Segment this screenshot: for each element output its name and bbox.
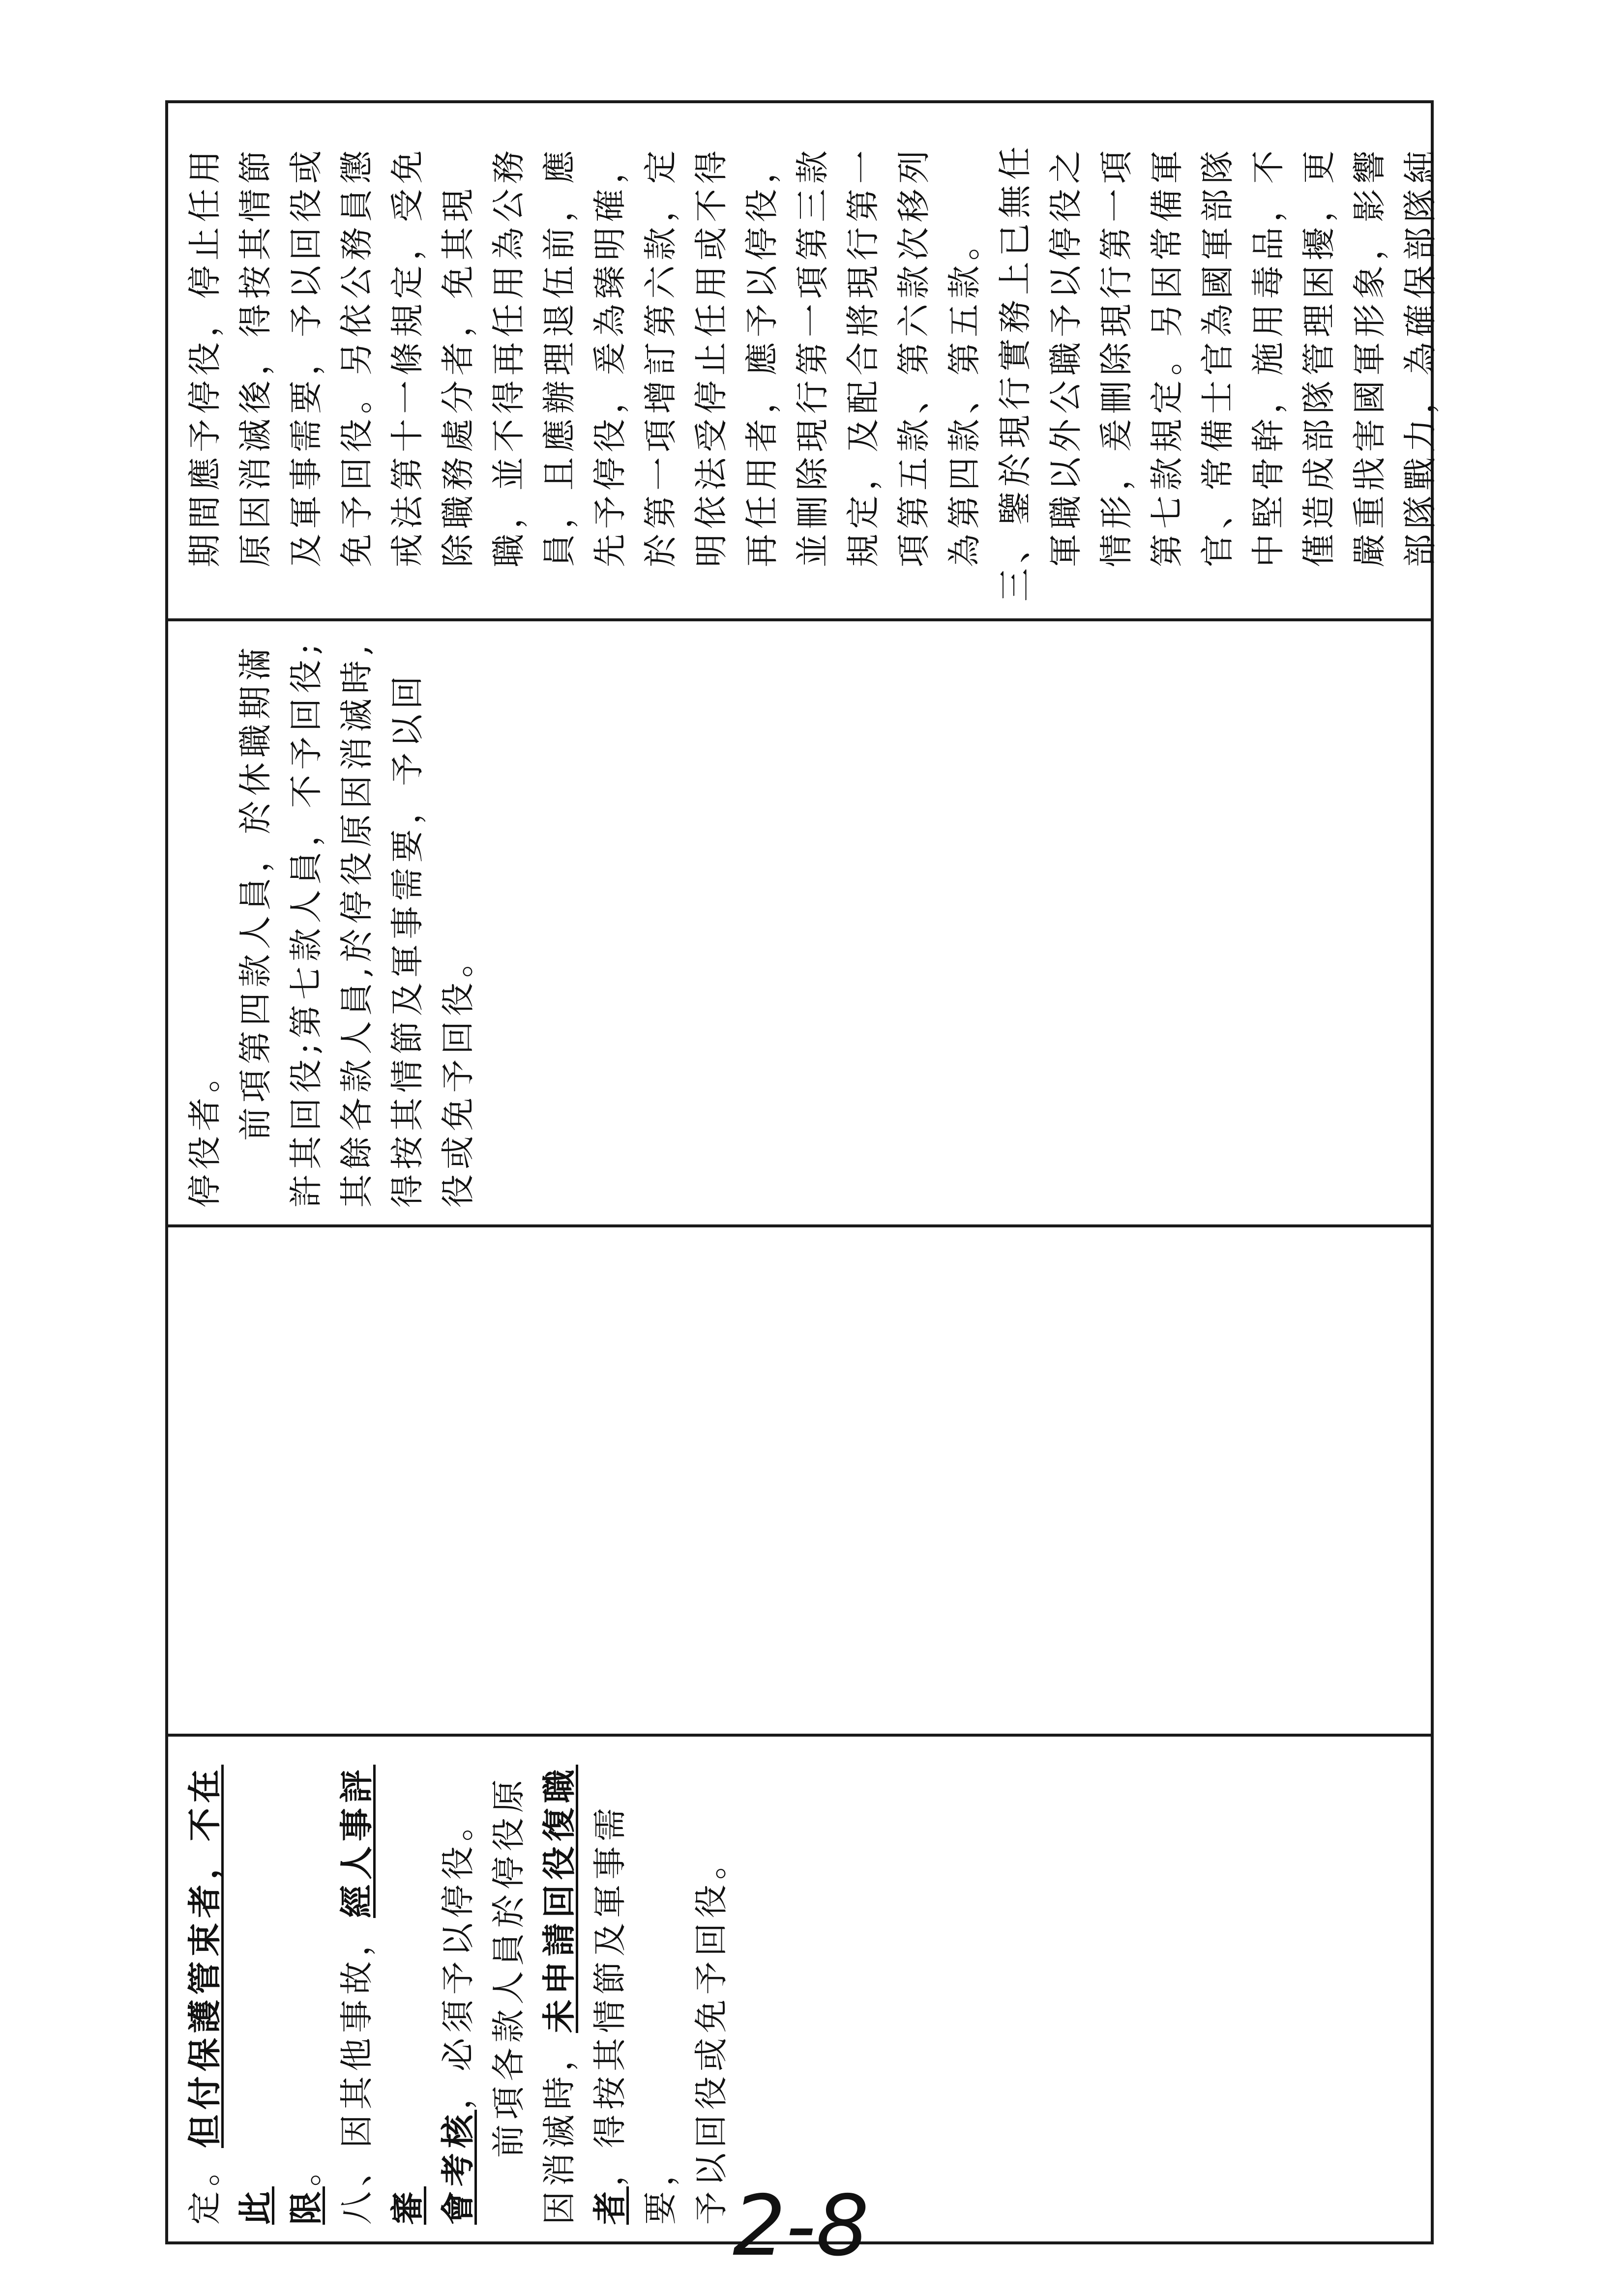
underlined-text: 但付保護管束者，不在此 bbox=[185, 1764, 275, 2225]
text-run: ，得按其情節及軍事需要， bbox=[591, 1802, 680, 2225]
explanation-paragraph: 期間應予停役，停止任用原因消滅後，得按其情節及軍事需要，予以回役或免予回役。另依公務員懲戒法第十一條規定，受免除職務處分者，免其現職，並不得再任用為公務員，且應辦理退伍前，應先予停役，爰為臻明確，於第一項增訂第六款，定明依法受停止任用或不得再任用者，應予以停役，並刪除現行第一項第三款規定，及配合將現行第一項第五款、第六款次移列為第四款、第五款。 bbox=[186, 145, 984, 567]
text-run: 。 bbox=[287, 2148, 326, 2186]
blank-column bbox=[168, 1227, 1431, 1737]
comparison-table bbox=[165, 100, 1440, 2244]
underlined-text: 未申請回役復職 bbox=[540, 1764, 579, 2033]
amended-text-column bbox=[168, 1737, 1431, 2241]
text-line bbox=[534, 1753, 585, 2225]
text-run: ，必須予以停役。 bbox=[439, 1802, 478, 2110]
explanation-column bbox=[168, 103, 1440, 621]
text-run: 鑒於現行實務上已無任軍職以外公職予以停役之情形，爰刪除現行第一項第七款規定。另因常備軍官、常備士官為國軍部隊中堅骨幹，施用毒品，不僅造成部隊管理困擾，更嚴重戕害國軍形象，影響部隊戰力，為確保部隊純 bbox=[996, 141, 1440, 567]
underlined-text: 經人事評審 bbox=[337, 1764, 427, 2225]
text-run: 八、因其他事故， bbox=[338, 1918, 377, 2225]
underlined-text: 會考核 bbox=[439, 2109, 478, 2225]
text-line bbox=[180, 1753, 281, 2225]
text-run: 前項第四款人員，於休職期滿許其回役;第七款人員，不予回役;其餘各款人員,於停役原因消滅時,得按其情節及軍事需要，予以回役或免予回役。 bbox=[236, 639, 478, 1208]
item-number: 三、 bbox=[996, 524, 1035, 602]
text-line bbox=[281, 1753, 332, 2225]
blank-column-text bbox=[180, 1244, 1419, 1717]
text-run: 予以回役或免予回役。 bbox=[692, 1841, 731, 2225]
text-line bbox=[433, 1753, 484, 2225]
text-line bbox=[332, 1753, 433, 2225]
page-number: 2-8 bbox=[733, 2178, 869, 2275]
text-line bbox=[585, 1753, 686, 2225]
underlined-text: 限 bbox=[287, 2186, 326, 2225]
text-line bbox=[686, 1753, 737, 2225]
explanation-text bbox=[180, 120, 1440, 602]
text-line bbox=[484, 1753, 534, 2225]
text-run: 因消滅時， bbox=[540, 2033, 579, 2225]
amended-text bbox=[180, 1753, 1419, 2225]
text-run: 前項各款人員於停役原 bbox=[490, 1774, 529, 2158]
underlined-text: 者 bbox=[591, 2186, 630, 2225]
explanation-item-3 bbox=[990, 120, 1446, 602]
text-run: 定。 bbox=[186, 2148, 225, 2225]
current-text-paragraph bbox=[231, 638, 484, 1208]
current-text-column bbox=[168, 621, 1431, 1227]
current-text bbox=[180, 638, 1419, 1208]
text-line: 停役者。 bbox=[186, 1054, 225, 1208]
